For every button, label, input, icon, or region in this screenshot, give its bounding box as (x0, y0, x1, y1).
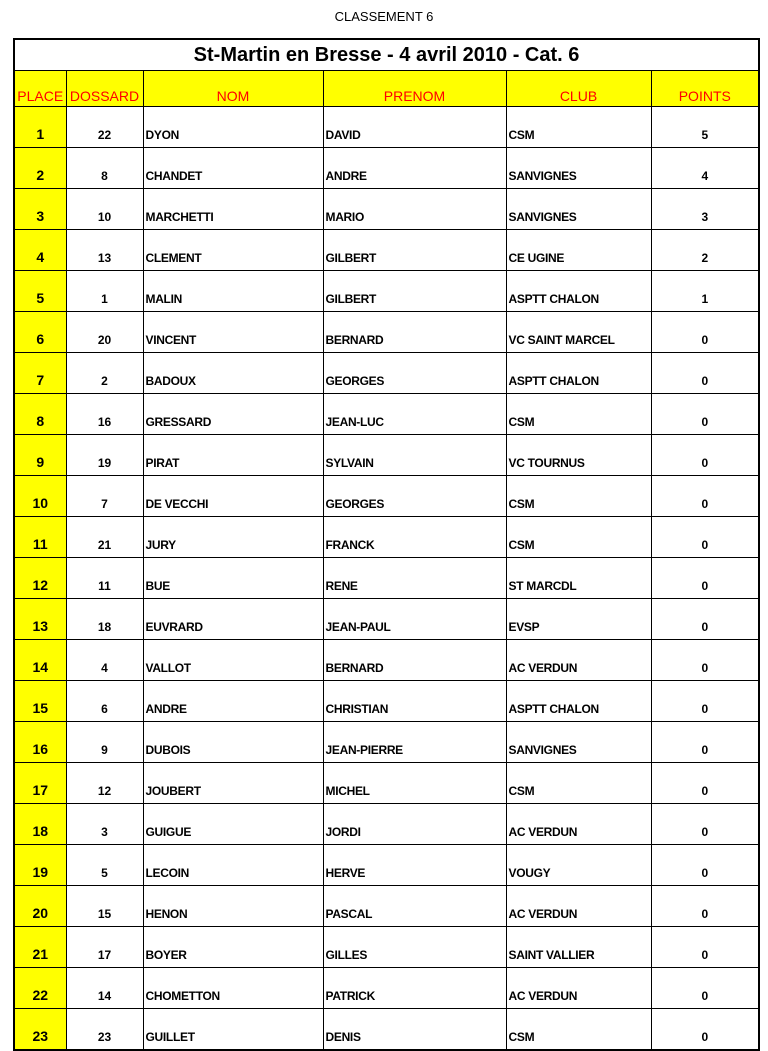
club-cell: VOUGY (506, 845, 651, 886)
place-cell: 21 (14, 927, 66, 968)
dossard-cell: 21 (66, 517, 143, 558)
nom-cell: LECOIN (143, 845, 323, 886)
nom-cell: HENON (143, 886, 323, 927)
table-row (14, 681, 759, 722)
prenom-cell: MARIO (323, 189, 506, 230)
points-cell: 4 (651, 148, 759, 189)
table-row (14, 886, 759, 927)
points-cell: 1 (651, 271, 759, 312)
header-place: PLACE (14, 71, 66, 107)
dossard-cell: 12 (66, 763, 143, 804)
place-cell: 9 (14, 435, 66, 476)
nom-cell: MARCHETTI (143, 189, 323, 230)
club-cell: CSM (506, 763, 651, 804)
points-cell: 0 (651, 968, 759, 1009)
dossard-cell: 2 (66, 353, 143, 394)
club-cell: CSM (506, 1009, 651, 1051)
nom-cell: GUILLET (143, 1009, 323, 1051)
dossard-cell: 13 (66, 230, 143, 271)
table-row (14, 107, 759, 148)
dossard-cell: 7 (66, 476, 143, 517)
table-row (14, 312, 759, 353)
prenom-cell: DAVID (323, 107, 506, 148)
place-cell: 10 (14, 476, 66, 517)
club-cell: ST MARCDL (506, 558, 651, 599)
dossard-cell: 17 (66, 927, 143, 968)
place-cell: 11 (14, 517, 66, 558)
club-cell: EVSP (506, 599, 651, 640)
place-cell: 8 (14, 394, 66, 435)
club-cell: ASPTT CHALON (506, 681, 651, 722)
dossard-cell: 6 (66, 681, 143, 722)
nom-cell: PIRAT (143, 435, 323, 476)
points-cell: 0 (651, 681, 759, 722)
club-cell: SANVIGNES (506, 722, 651, 763)
points-cell: 0 (651, 435, 759, 476)
place-cell: 3 (14, 189, 66, 230)
prenom-cell: GILLES (323, 927, 506, 968)
points-cell: 0 (651, 804, 759, 845)
club-cell: CSM (506, 517, 651, 558)
points-cell: 0 (651, 722, 759, 763)
prenom-cell: JEAN-LUC (323, 394, 506, 435)
place-cell: 12 (14, 558, 66, 599)
place-cell: 13 (14, 599, 66, 640)
nom-cell: DE VECCHI (143, 476, 323, 517)
prenom-cell: HERVE (323, 845, 506, 886)
dossard-cell: 9 (66, 722, 143, 763)
place-cell: 1 (14, 107, 66, 148)
table-row (14, 804, 759, 845)
nom-cell: JURY (143, 517, 323, 558)
table-row (14, 968, 759, 1009)
points-cell: 0 (651, 1009, 759, 1051)
points-cell: 0 (651, 558, 759, 599)
club-cell: AC VERDUN (506, 804, 651, 845)
header-dossard: DOSSARD (66, 71, 143, 107)
place-cell: 17 (14, 763, 66, 804)
points-cell: 3 (651, 189, 759, 230)
nom-cell: BADOUX (143, 353, 323, 394)
prenom-cell: JORDI (323, 804, 506, 845)
dossard-cell: 18 (66, 599, 143, 640)
table-row (14, 927, 759, 968)
place-cell: 20 (14, 886, 66, 927)
prenom-cell: GEORGES (323, 476, 506, 517)
dossard-cell: 19 (66, 435, 143, 476)
club-cell: CE UGINE (506, 230, 651, 271)
results-body (14, 107, 759, 1051)
table-row (14, 230, 759, 271)
place-cell: 22 (14, 968, 66, 1009)
place-cell: 16 (14, 722, 66, 763)
dossard-cell: 10 (66, 189, 143, 230)
club-cell: CSM (506, 476, 651, 517)
dossard-cell: 11 (66, 558, 143, 599)
dossard-cell: 15 (66, 886, 143, 927)
table-row (14, 353, 759, 394)
header-prenom: PRENOM (323, 71, 506, 107)
dossard-cell: 4 (66, 640, 143, 681)
club-cell: SANVIGNES (506, 148, 651, 189)
place-cell: 7 (14, 353, 66, 394)
points-cell: 0 (651, 763, 759, 804)
points-cell: 0 (651, 886, 759, 927)
place-cell: 5 (14, 271, 66, 312)
table-row (14, 271, 759, 312)
nom-cell: CHANDET (143, 148, 323, 189)
dossard-cell: 16 (66, 394, 143, 435)
points-cell: 0 (651, 312, 759, 353)
results-table (13, 38, 760, 1051)
place-cell: 18 (14, 804, 66, 845)
dossard-cell: 5 (66, 845, 143, 886)
place-cell: 6 (14, 312, 66, 353)
table-row (14, 148, 759, 189)
points-cell: 0 (651, 927, 759, 968)
dossard-cell: 3 (66, 804, 143, 845)
table-row (14, 763, 759, 804)
prenom-cell: MICHEL (323, 763, 506, 804)
document-title: CLASSEMENT 6 (334, 9, 434, 24)
dossard-cell: 20 (66, 312, 143, 353)
prenom-cell: JEAN-PIERRE (323, 722, 506, 763)
nom-cell: MALIN (143, 271, 323, 312)
nom-cell: EUVRARD (143, 599, 323, 640)
header-club: CLUB (506, 71, 651, 107)
header-nom: NOM (143, 71, 323, 107)
nom-cell: DYON (143, 107, 323, 148)
prenom-cell: BERNARD (323, 312, 506, 353)
table-row (14, 845, 759, 886)
club-cell: CSM (506, 394, 651, 435)
prenom-cell: CHRISTIAN (323, 681, 506, 722)
club-cell: AC VERDUN (506, 640, 651, 681)
prenom-cell: GILBERT (323, 271, 506, 312)
points-cell: 0 (651, 640, 759, 681)
nom-cell: GRESSARD (143, 394, 323, 435)
prenom-cell: FRANCK (323, 517, 506, 558)
points-cell: 5 (651, 107, 759, 148)
points-cell: 0 (651, 845, 759, 886)
prenom-cell: RENE (323, 558, 506, 599)
points-cell: 0 (651, 599, 759, 640)
club-cell: ASPTT CHALON (506, 353, 651, 394)
club-cell: AC VERDUN (506, 968, 651, 1009)
club-cell: VC TOURNUS (506, 435, 651, 476)
nom-cell: JOUBERT (143, 763, 323, 804)
nom-cell: BUE (143, 558, 323, 599)
club-cell: SAINT VALLIER (506, 927, 651, 968)
club-cell: AC VERDUN (506, 886, 651, 927)
place-cell: 14 (14, 640, 66, 681)
prenom-cell: JEAN-PAUL (323, 599, 506, 640)
dossard-cell: 14 (66, 968, 143, 1009)
points-cell: 2 (651, 230, 759, 271)
prenom-cell: GILBERT (323, 230, 506, 271)
nom-cell: BOYER (143, 927, 323, 968)
place-cell: 19 (14, 845, 66, 886)
club-cell: VC SAINT MARCEL (506, 312, 651, 353)
prenom-cell: PATRICK (323, 968, 506, 1009)
place-cell: 2 (14, 148, 66, 189)
place-cell: 4 (14, 230, 66, 271)
table-row (14, 558, 759, 599)
prenom-cell: PASCAL (323, 886, 506, 927)
club-cell: CSM (506, 107, 651, 148)
prenom-cell: BERNARD (323, 640, 506, 681)
nom-cell: ANDRE (143, 681, 323, 722)
header-row (14, 71, 759, 107)
dossard-cell: 1 (66, 271, 143, 312)
nom-cell: CLEMENT (143, 230, 323, 271)
nom-cell: VALLOT (143, 640, 323, 681)
points-cell: 0 (651, 394, 759, 435)
table-row (14, 1009, 759, 1051)
nom-cell: DUBOIS (143, 722, 323, 763)
table-row (14, 189, 759, 230)
points-cell: 0 (651, 517, 759, 558)
dossard-cell: 22 (66, 107, 143, 148)
place-cell: 23 (14, 1009, 66, 1051)
club-cell: ASPTT CHALON (506, 271, 651, 312)
table-row (14, 435, 759, 476)
points-cell: 0 (651, 476, 759, 517)
dossard-cell: 8 (66, 148, 143, 189)
nom-cell: CHOMETTON (143, 968, 323, 1009)
table-row (14, 476, 759, 517)
prenom-cell: DENIS (323, 1009, 506, 1051)
prenom-cell: ANDRE (323, 148, 506, 189)
table-row (14, 722, 759, 763)
points-cell: 0 (651, 353, 759, 394)
place-cell: 15 (14, 681, 66, 722)
header-points: POINTS (651, 71, 759, 107)
table-row (14, 640, 759, 681)
nom-cell: GUIGUE (143, 804, 323, 845)
prenom-cell: GEORGES (323, 353, 506, 394)
nom-cell: VINCENT (143, 312, 323, 353)
table-row (14, 517, 759, 558)
event-title: St-Martin en Bresse - 4 avril 2010 - Cat. 6 (14, 39, 759, 71)
prenom-cell: SYLVAIN (323, 435, 506, 476)
dossard-cell: 23 (66, 1009, 143, 1051)
table-row (14, 599, 759, 640)
club-cell: SANVIGNES (506, 189, 651, 230)
table-row (14, 394, 759, 435)
